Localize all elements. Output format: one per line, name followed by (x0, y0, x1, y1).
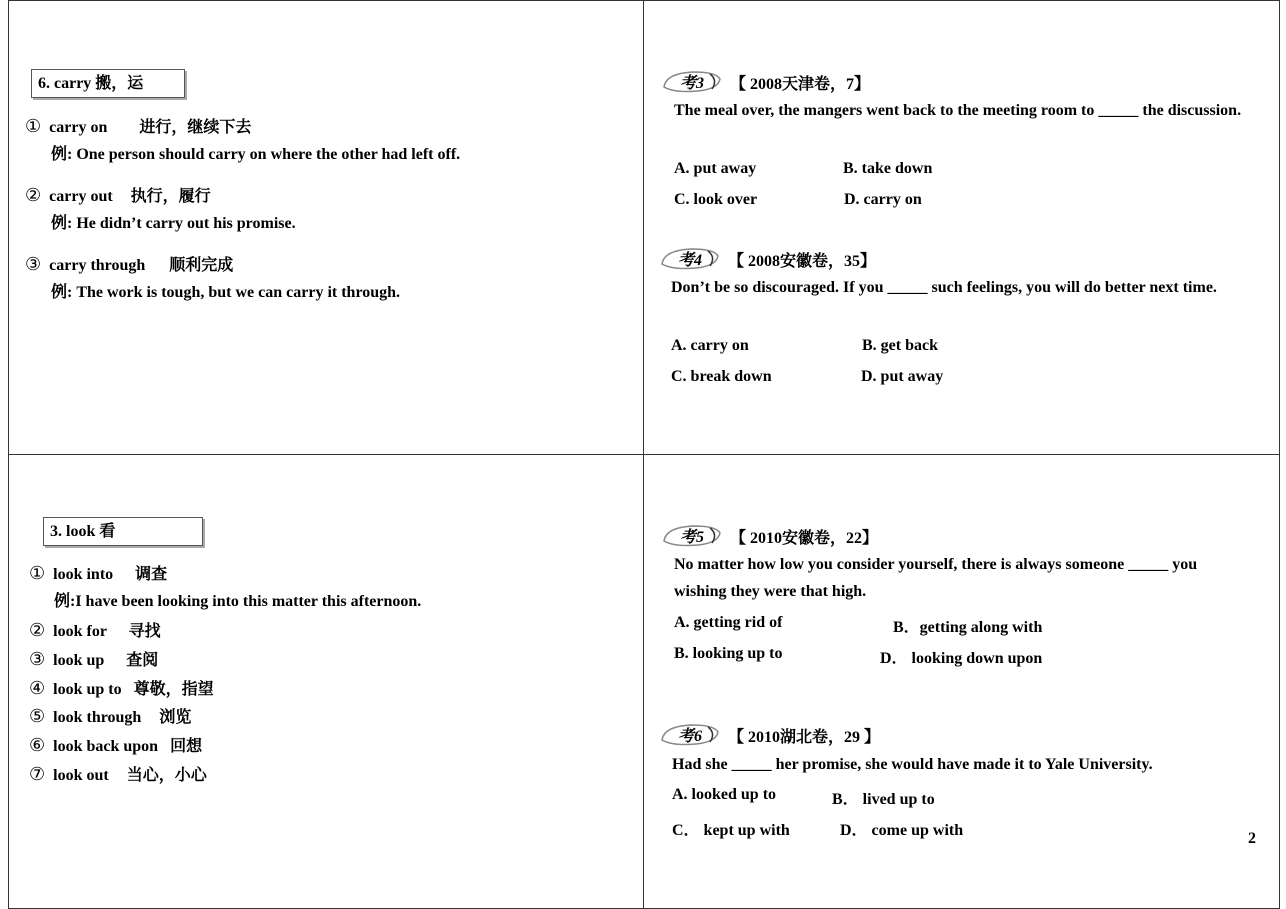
look-example (54, 592, 421, 611)
item-number: ① (29, 563, 46, 583)
badge-label: 考5 (680, 529, 705, 546)
section-heading-carry (31, 69, 185, 98)
item-phrase: look into (53, 566, 114, 583)
item-number: ④ (29, 678, 46, 698)
question-source: 【 2008安徽卷，35】 (728, 253, 877, 270)
item-phrase: carry through (49, 257, 146, 274)
item-phrase: look up (53, 652, 105, 669)
item-meaning: 浏览 (159, 709, 192, 726)
carry-item-3 (25, 254, 233, 276)
slide-panel-carry (8, 0, 644, 455)
section-heading-text: 3. look 看 (50, 523, 116, 540)
slide-panel-look (8, 454, 644, 909)
question-text: Don’t be so discouraged. If you _____ such feelings, you will do better next time. (671, 279, 1217, 296)
option-b: B. get back (862, 337, 938, 354)
item-phrase: look for (53, 623, 107, 640)
option-c: C． kept up with (672, 822, 790, 839)
item-number: ② (29, 620, 46, 640)
option-a: A. carry on (671, 337, 749, 354)
carry-item-1 (25, 116, 251, 138)
badge-label: 考6 (678, 728, 703, 745)
option-b: B．getting along with (893, 619, 1043, 636)
item-meaning: 尊敬，指望 (133, 681, 214, 698)
look-item-5 (29, 706, 191, 728)
exam-badge-6 (658, 720, 718, 746)
look-item-3 (29, 649, 158, 671)
slide-panel-exam-3-4 (643, 0, 1280, 455)
item-number: ③ (29, 649, 46, 669)
badge-label: 考4 (678, 252, 703, 269)
option-b: B. take down (843, 160, 933, 177)
item-phrase: carry out (49, 188, 113, 205)
item-number: ⑥ (29, 735, 46, 755)
section-heading-look (43, 517, 203, 546)
option-c: C. break down (671, 368, 772, 385)
question-source: 【 2008天津卷，7】 (730, 76, 871, 93)
question-source: 【 2010湖北卷，29 】 (728, 729, 881, 746)
question-text: The meal over, the mangers went back to the meeting room to _____ the discussion. (674, 102, 1242, 119)
item-example: 例: The work is tough, but we can carry it through. (51, 284, 401, 301)
option-d: D． come up with (840, 822, 964, 839)
option-c: B. looking up to (674, 645, 783, 662)
item-phrase: look through (53, 709, 142, 726)
question-source: 【 2010安徽卷，22】 (730, 530, 879, 547)
section-heading-text: 6. carry 搬，运 (38, 75, 144, 92)
item-phrase: carry on (49, 119, 108, 136)
item-phrase: look up to (53, 681, 122, 698)
item-phrase: look back upon (53, 738, 159, 755)
item-meaning: 执行，履行 (130, 188, 211, 205)
item-meaning: 查阅 (126, 652, 159, 669)
question-text: No matter how low you consider yourself, there is always someone _____ you wishing they were that high. (674, 556, 1198, 600)
look-item-2 (29, 620, 161, 642)
look-item-1 (29, 563, 167, 585)
option-b: B． lived up to (832, 791, 935, 808)
badge-label: 考3 (680, 75, 705, 92)
item-example: 例: He didn’t carry out his promise. (51, 215, 296, 232)
item-number: ③ (25, 254, 42, 274)
exam-badge-3 (660, 67, 720, 93)
item-phrase: look out (53, 767, 109, 784)
option-d: D． looking down upon (880, 650, 1043, 667)
item-meaning: 顺利完成 (169, 257, 234, 274)
question-text: Had she _____ her promise, she would have made it to Yale University. (672, 756, 1153, 773)
item-number: ⑤ (29, 706, 46, 726)
look-item-6 (29, 735, 202, 757)
option-a: A. looked up to (672, 786, 777, 803)
option-d: D. carry on (844, 191, 922, 208)
page-number: 2 (1248, 830, 1256, 847)
item-number: ② (25, 185, 42, 205)
item-example: 例:I have been looking into this matter this afternoon. (54, 593, 422, 610)
look-item-4 (29, 678, 214, 700)
slide-panel-exam-5-6 (643, 454, 1280, 909)
exam-badge-4 (658, 244, 718, 270)
item-number: ① (25, 116, 42, 136)
item-example: 例: One person should carry on where the other had left off. (51, 146, 461, 163)
item-meaning: 进行，继续下去 (139, 119, 252, 136)
option-a: A. put away (674, 160, 757, 177)
item-meaning: 寻找 (128, 623, 161, 640)
option-d: D. put away (861, 368, 944, 385)
option-c: C. look over (674, 191, 758, 208)
option-a: A. getting rid of (674, 614, 783, 631)
exam-badge-5 (660, 521, 720, 547)
item-meaning: 调查 (135, 566, 168, 583)
item-meaning: 回想 (170, 738, 203, 755)
item-number: ⑦ (29, 764, 46, 784)
item-meaning: 当心，小心 (126, 767, 207, 784)
look-item-7 (29, 764, 207, 786)
carry-item-2 (25, 185, 211, 207)
